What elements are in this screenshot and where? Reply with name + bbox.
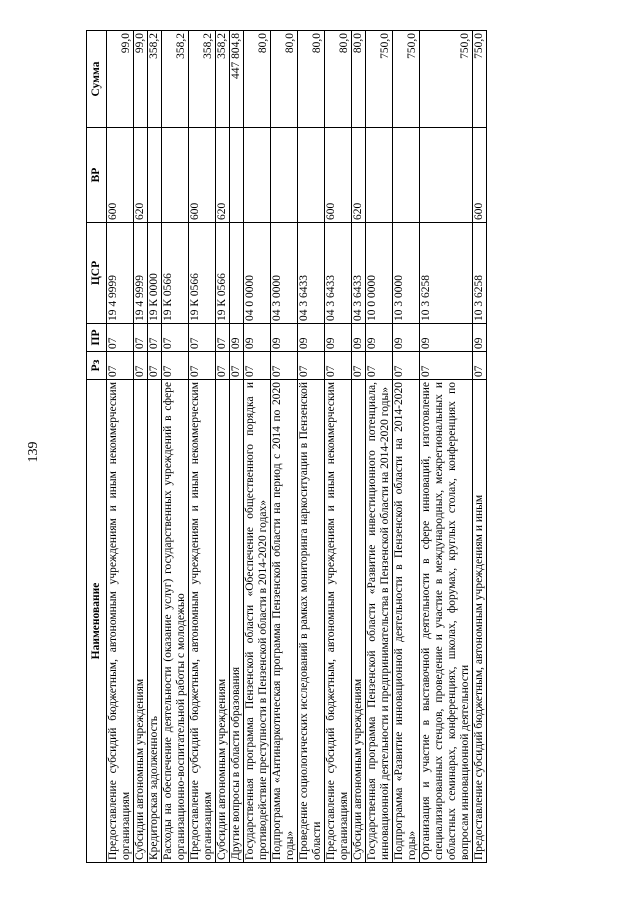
- cell-sum: 80,0: [325, 31, 352, 128]
- cell-vr: 620: [352, 128, 366, 223]
- header-vr: ВР: [87, 128, 107, 223]
- cell-sum: 750,0: [420, 31, 473, 128]
- cell-sum: 80,0: [271, 31, 298, 128]
- cell-pr: 09: [366, 324, 393, 352]
- cell-csr: 04 3 0000: [271, 223, 298, 324]
- cell-sum: 358,2: [148, 31, 162, 128]
- page-number: 139: [26, 441, 41, 463]
- cell-pr: 09: [271, 324, 298, 352]
- cell-name: Подпрограмма «Антинаркотическая программа Пензенской области на период с 2014 по 2020 годы»: [271, 380, 298, 863]
- cell-csr: [230, 223, 244, 324]
- cell-sum: 99,0: [107, 31, 134, 128]
- cell-sum: 99,0: [134, 31, 148, 128]
- cell-sum: 447 804,8: [230, 31, 244, 128]
- cell-sum: 358,2: [216, 31, 230, 128]
- cell-vr: [148, 128, 162, 223]
- cell-name: Государственная программа Пензенской области «Развитие инвестиционного потенциала, инновационной деятельности и предпринимательства в Пензенской области на 2014-2020 годы»: [366, 380, 393, 863]
- cell-sum: 750,0: [473, 31, 487, 128]
- header-sum: Сумма: [87, 31, 107, 128]
- cell-pr: 09: [352, 324, 366, 352]
- cell-csr: 10 0 0000: [366, 223, 393, 324]
- cell-pr: 07: [134, 324, 148, 352]
- cell-sum: 358,2: [162, 31, 189, 128]
- cell-rz: 07: [244, 352, 271, 380]
- cell-sum: 750,0: [366, 31, 393, 128]
- cell-rz: 07: [134, 352, 148, 380]
- cell-vr: 600: [189, 128, 216, 223]
- table-header-row: [87, 31, 107, 863]
- cell-vr: [244, 128, 271, 223]
- cell-vr: 600: [325, 128, 352, 223]
- cell-sum: 80,0: [298, 31, 325, 128]
- cell-vr: [298, 128, 325, 223]
- cell-pr: 09: [473, 324, 487, 352]
- cell-rz: 07: [189, 352, 216, 380]
- cell-csr: 10 3 6258: [473, 223, 487, 324]
- cell-name: Предоставление субсидий бюджетным, автономным учреждениям и иным некоммерческим организациям: [189, 380, 216, 863]
- table-row: [271, 31, 298, 863]
- table-row: [107, 31, 134, 863]
- cell-pr: 09: [393, 324, 420, 352]
- cell-csr: 04 3 6433: [298, 223, 325, 324]
- cell-pr: 09: [325, 324, 352, 352]
- cell-vr: 600: [107, 128, 134, 223]
- cell-rz: 07: [216, 352, 230, 380]
- cell-pr: 09: [230, 324, 244, 352]
- cell-vr: [162, 128, 189, 223]
- table-row: [162, 31, 189, 863]
- cell-csr: 19 К 0566: [189, 223, 216, 324]
- cell-name: Другие вопросы в области образования: [230, 380, 244, 863]
- cell-csr: 04 3 6433: [325, 223, 352, 324]
- cell-pr: 09: [244, 324, 271, 352]
- table-row: [473, 31, 487, 863]
- table-row: [298, 31, 325, 863]
- cell-name: Субсидии автономным учреждениям: [352, 380, 366, 863]
- table-row: [325, 31, 352, 863]
- cell-name: Проведение социологических исследований в рамках мониторинга наркоситуации в Пензенской области: [298, 380, 325, 863]
- cell-name: Кредиторская задолженность: [148, 380, 162, 863]
- cell-vr: [230, 128, 244, 223]
- cell-csr: 04 3 6433: [352, 223, 366, 324]
- table-row: [148, 31, 162, 863]
- cell-name: Предоставление субсидий бюджетным, автономным учреждениям и иным: [473, 380, 487, 863]
- cell-csr: 19 К 0000: [148, 223, 162, 324]
- rotated-table-container: [86, 31, 588, 863]
- cell-pr: 09: [420, 324, 473, 352]
- cell-rz: 07: [230, 352, 244, 380]
- table-row: [189, 31, 216, 863]
- cell-rz: 07: [162, 352, 189, 380]
- cell-sum: 80,0: [244, 31, 271, 128]
- table-row: [216, 31, 230, 863]
- table-row: [420, 31, 473, 863]
- cell-sum: 358,2: [189, 31, 216, 128]
- cell-name: Государственная программа Пензенской области «Обеспечение общественного порядка и противодействие преступности в Пензенской области в 2014-2020 годах»: [244, 380, 271, 863]
- table-row: [134, 31, 148, 863]
- cell-csr: 10 3 0000: [393, 223, 420, 324]
- cell-rz: 07: [271, 352, 298, 380]
- cell-csr: 19 4 9999: [134, 223, 148, 324]
- header-rz: Рз: [87, 352, 107, 380]
- cell-pr: 07: [162, 324, 189, 352]
- cell-vr: 600: [473, 128, 487, 223]
- cell-vr: [271, 128, 298, 223]
- cell-rz: 07: [393, 352, 420, 380]
- budget-table: [86, 30, 487, 863]
- cell-csr: 19 4 9999: [107, 223, 134, 324]
- cell-name: Субсидии автономным учреждениям: [216, 380, 230, 863]
- cell-rz: 07: [420, 352, 473, 380]
- cell-rz: 07: [352, 352, 366, 380]
- cell-sum: 750,0: [393, 31, 420, 128]
- cell-pr: 07: [216, 324, 230, 352]
- cell-pr: 07: [189, 324, 216, 352]
- cell-rz: 07: [366, 352, 393, 380]
- cell-vr: [366, 128, 393, 223]
- table-row: [244, 31, 271, 863]
- cell-name: Подпрограмма «Развитие инновационной деятельности в Пензенской области на 2014-2020 годы»: [393, 380, 420, 863]
- cell-rz: 07: [148, 352, 162, 380]
- cell-rz: 07: [298, 352, 325, 380]
- cell-name: Предоставление субсидий бюджетным, автономным учреждениям и иным некоммерческим организациям: [107, 380, 134, 863]
- cell-pr: 07: [107, 324, 134, 352]
- cell-name: Организация и участие в выставочной деятельности в сфере инноваций, изготовление специализированных стендов, проведение и участие в международных, межрегиональных и областных семинарах, конференциях, школах, форумах, круглых столах, конференциях по вопросам инновационной деятельности: [420, 380, 473, 863]
- cell-name: Расходы на обеспечение деятельности (оказание услуг) государственных учреждений в сфере организационно-воспитательной работы с молодежью: [162, 380, 189, 863]
- cell-csr: 19 К 0566: [216, 223, 230, 324]
- table-row: [352, 31, 366, 863]
- cell-sum: 80,0: [352, 31, 366, 128]
- table-row: [393, 31, 420, 863]
- cell-csr: 19 К 0566: [162, 223, 189, 324]
- cell-vr: [420, 128, 473, 223]
- table-row: [230, 31, 244, 863]
- cell-rz: 07: [473, 352, 487, 380]
- table-row: [366, 31, 393, 863]
- cell-rz: 07: [325, 352, 352, 380]
- cell-pr: 07: [148, 324, 162, 352]
- cell-rz: 07: [107, 352, 134, 380]
- header-name: Наименование: [87, 380, 107, 863]
- cell-vr: [393, 128, 420, 223]
- cell-pr: 09: [298, 324, 325, 352]
- cell-vr: 620: [216, 128, 230, 223]
- header-csr: ЦСР: [87, 223, 107, 324]
- header-pr: ПР: [87, 324, 107, 352]
- cell-csr: 10 3 6258: [420, 223, 473, 324]
- cell-vr: 620: [134, 128, 148, 223]
- cell-name: Субсидии автономным учреждениям: [134, 380, 148, 863]
- cell-csr: 04 0 0000: [244, 223, 271, 324]
- cell-name: Предоставление субсидий бюджетным, автономным учреждениям и иным некоммерческим организациям: [325, 380, 352, 863]
